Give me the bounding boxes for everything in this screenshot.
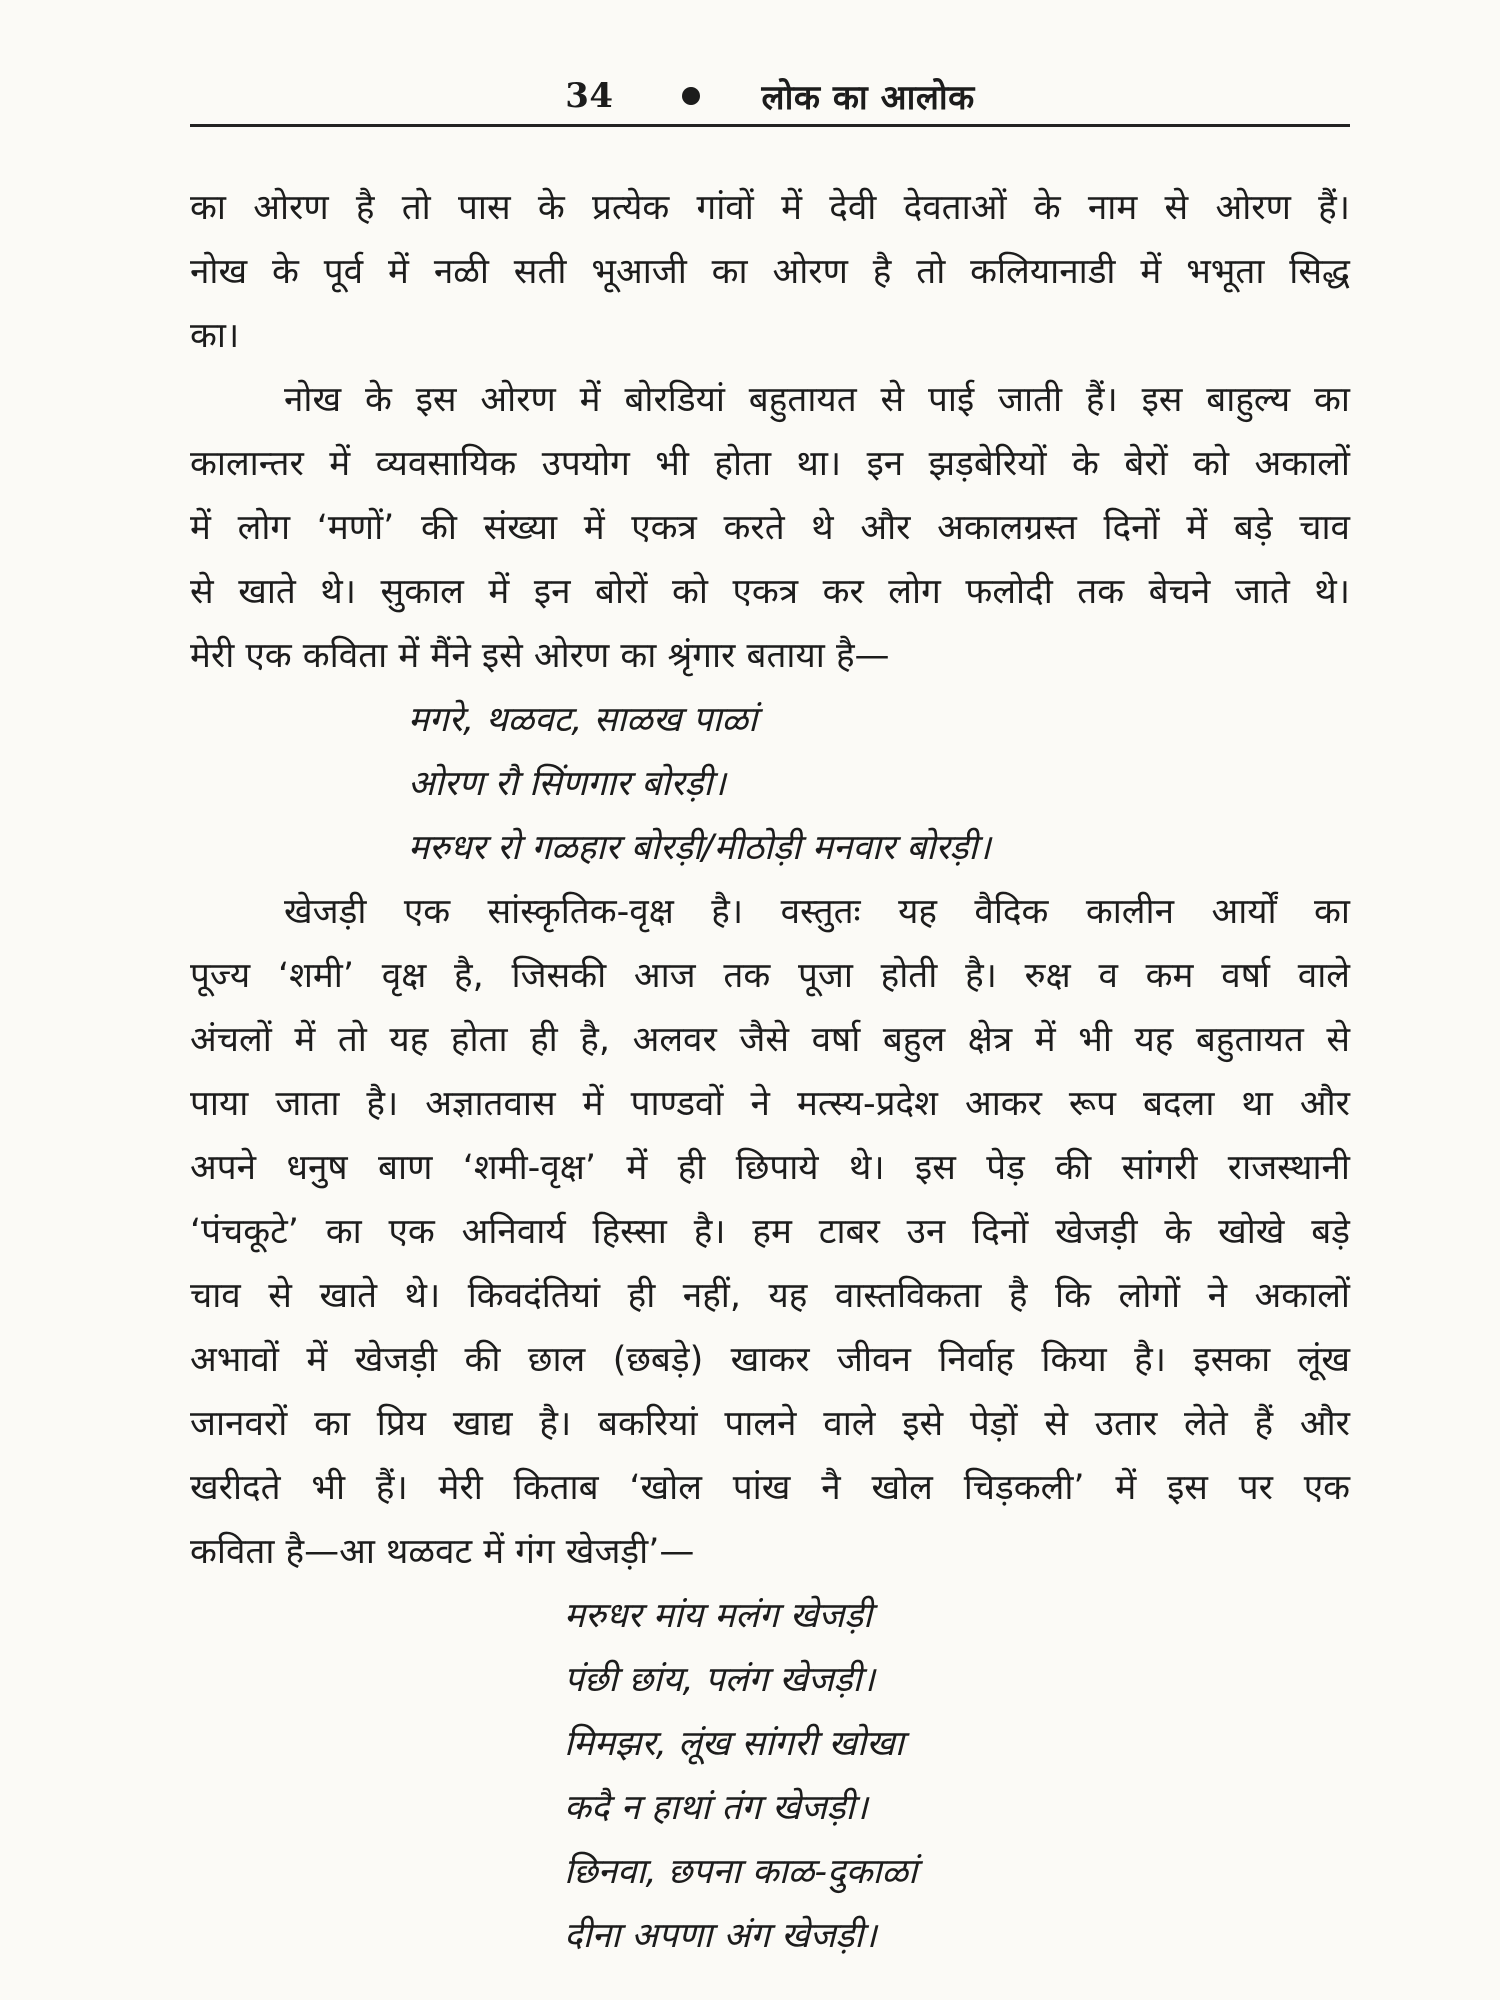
body-text [190, 176, 1350, 1968]
verse-line: मिमझर, लूंख सांगरी खोखा [564, 1724, 904, 1764]
bullet-icon [682, 87, 700, 105]
text-line: मेरी एक कविता में मैंने इसे ओरण का श्रृंगार बताया है— [190, 636, 890, 676]
verse-borri [190, 688, 1350, 880]
text-line: खरीदते भी हैं। मेरी किताब ‘खोल पांख नै खोल चिड़कली’ में इस पर एक [190, 1468, 1350, 1508]
text-line: अंचलों में तो यह होता ही है, अलवर जैसे वर्षा बहुल क्षेत्र में भी यह बहुतायत से [190, 1020, 1350, 1060]
text-line: चाव से खाते थे। किवदंतियां ही नहीं, यह वास्तविकता है कि लोगों ने अकालों [190, 1276, 1350, 1316]
verse-khejri [190, 1584, 1350, 1968]
paragraph-1 [190, 176, 1350, 368]
text-line: से खाते थे। सुकाल में इन बोरों को एकत्र कर लोग फलोदी तक बेचने जाते थे। [190, 572, 1350, 612]
text-line: पूज्य ‘शमी’ वृक्ष है, जिसकी आज तक पूजा होती है। रुक्ष व कम वर्षा वाले [190, 956, 1350, 996]
text-line: का ओरण है तो पास के प्रत्येक गांवों में देवी देवताओं के नाम से ओरण हैं। [190, 188, 1350, 228]
text-line: नोख के पूर्व में नळी सती भूआजी का ओरण है तो कलियानाडी में भभूता सिद्ध [190, 252, 1350, 292]
text-line: ‘पंचकूटे’ का एक अनिवार्य हिस्सा है। हम टाबर उन दिनों खेजड़ी के खोखे बड़े [190, 1212, 1350, 1252]
verse-line: मरुधर मांय मलंग खेजड़ी [564, 1596, 873, 1636]
header-rule [190, 124, 1350, 127]
page-number: 34 [565, 76, 614, 116]
verse-line: कदै न हाथां तंग खेजड़ी। [564, 1788, 868, 1828]
paragraph-3 [190, 880, 1350, 1584]
verse-line: मगरे, थळवट, साळख पाळां [408, 700, 758, 740]
text-line: में लोग ‘मणों’ की संख्या में एकत्र करते थे और अकालग्रस्त दिनों में बड़े चाव [190, 508, 1350, 548]
verse-line: पंछी छांय, पलंग खेजड़ी। [564, 1660, 875, 1700]
text-line: नोख के इस ओरण में बोरडियां बहुतायत से पाई जाती हैं। इस बाहुल्य का [284, 380, 1350, 420]
text-line: कविता है—आ थळवट में गंग खेजड़ी’— [190, 1532, 695, 1572]
book-title: लोक का आलोक [761, 78, 975, 118]
text-line: पाया जाता है। अज्ञातवास में पाण्डवों ने मत्स्य-प्रदेश आकर रूप बदला था और [190, 1084, 1350, 1124]
text-line: अपने धनुष बाण ‘शमी-वृक्ष’ में ही छिपाये थे। इस पेड़ की सांगरी राजस्थानी [190, 1148, 1350, 1188]
text-line: जानवरों का प्रिय खाद्य है। बकरियां पालने वाले इसे पेड़ों से उतार लेते हैं और [190, 1404, 1350, 1444]
running-head [190, 68, 1350, 124]
verse-line: छिनवा, छपना काळ-दुकाळां [564, 1852, 918, 1892]
verse-line: मरुधर रो गळहार बोरड़ी/मीठोड़ी मनवार बोरड़ी। [408, 828, 991, 868]
paragraph-2 [190, 368, 1350, 688]
verse-line: दीना अपणा अंग खेजड़ी। [564, 1916, 877, 1956]
verse-line: ओरण रौ सिंणगार बोरड़ी। [408, 764, 726, 804]
text-line: खेजड़ी एक सांस्कृतिक-वृक्ष है। वस्तुतः यह वैदिक कालीन आर्यों का [284, 892, 1350, 932]
text-line: अभावों में खेजड़ी की छाल (छबड़े) खाकर जीवन निर्वाह किया है। इसका लूंख [190, 1340, 1350, 1380]
text-line: कालान्तर में व्यवसायिक उपयोग भी होता था। इन झड़बेरियों के बेरों को अकालों [190, 444, 1350, 484]
text-line: का। [190, 316, 240, 356]
